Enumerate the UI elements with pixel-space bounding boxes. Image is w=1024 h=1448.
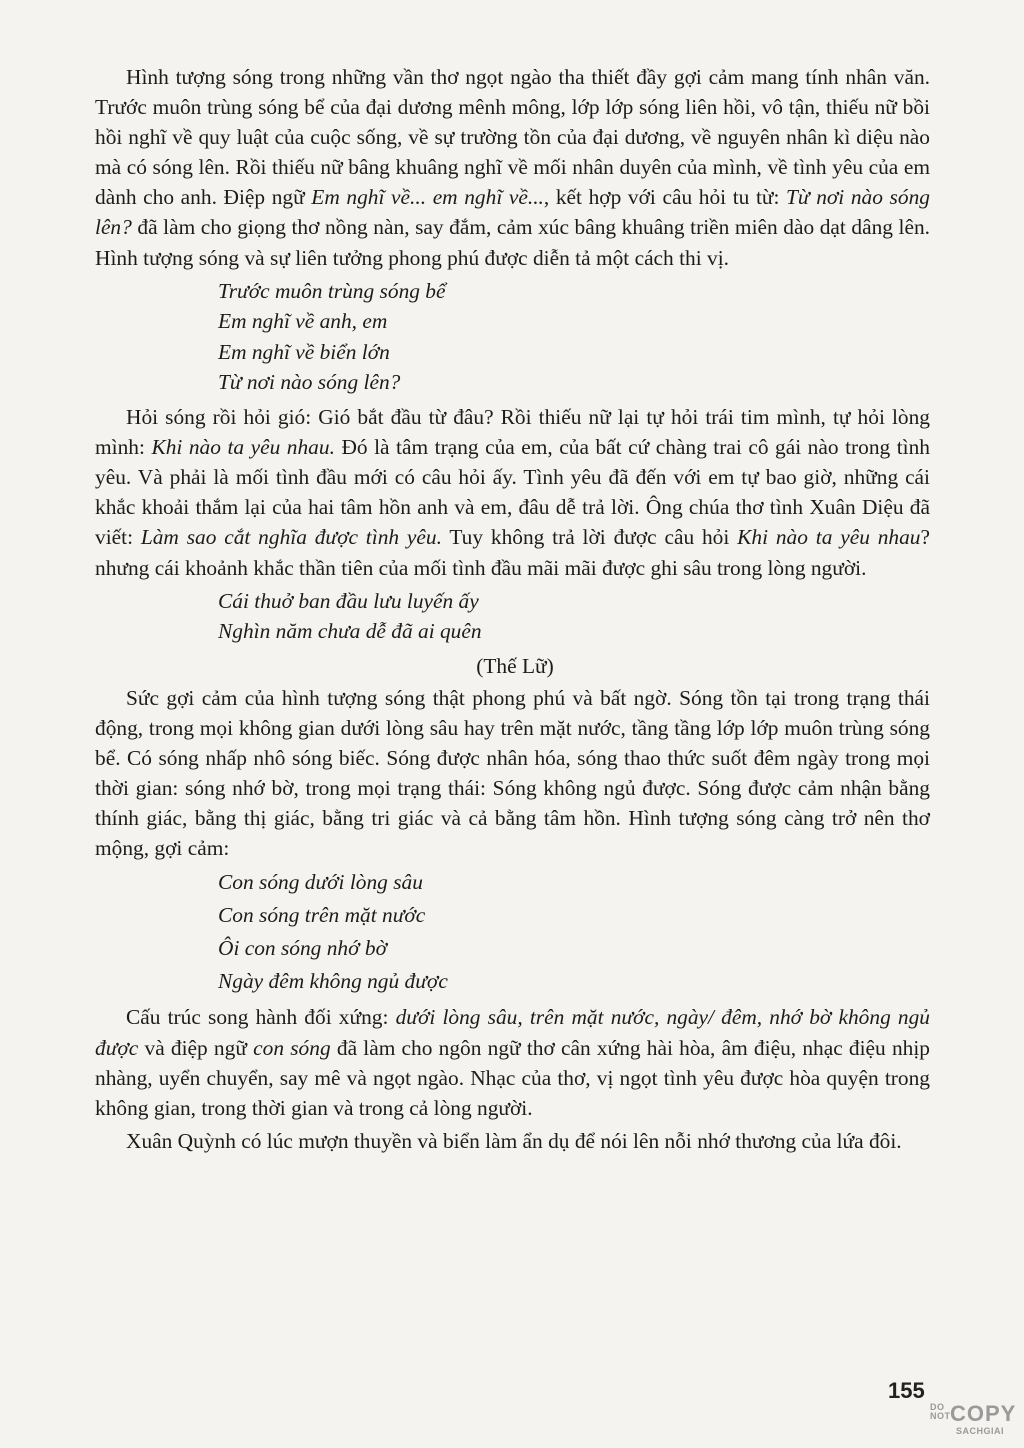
italic-text-run: dưới lòng sâu, trên mặt nước, ngày/ đêm, nhớ bờ không ngủ được	[95, 1005, 931, 1060]
poem-line: Con sóng trên mặt nước	[218, 903, 426, 928]
text-run: Sức gợi cảm của hình tượng sóng thật phong phú và bất ngờ. Sóng tồn tại trong trạng thái động, trong mọi không gian dưới lòng sâu hay trên mặt nước, tầng tầng lớp lớp muôn trùng sóng bể. Có sóng nhấp nhô sóng biếc. Sóng được nhân hóa, sóng thao thức suốt đêm ngày trong mọi thời gian: sóng nhớ bờ, trong mọi trạng thái: Sóng không ngủ được. Sóng được cảm nhận bằng thính giác, bằng thị giác, bằng tri giác và cả bằng tâm hồn. Hình tượng sóng càng trở nên thơ mộng, gợi cảm:	[95, 685, 930, 861]
poem-line: Từ nơi nào sóng lên?	[218, 370, 401, 395]
text-run: Hình tượng sóng trong những vần thơ ngọt ngào tha thiết đầy gợi cảm mang tính nhân văn. Trước muôn trùng sóng bể của đại dương mênh mông, lớp lớp sóng liên hồi, vô tận, thiếu nữ bồi hồi nghĩ về quy luật của cuộc sống, về sự trường tồn của đại dương, về nguyên nhân kì diệu nào mà có sóng lên. Rồi thiếu nữ bâng khuâng nghĩ về mối nhân duyên của mình, về tình yêu của em dành cho anh. Điệp ngữ	[95, 65, 930, 210]
paragraph-4	[95, 1002, 930, 1122]
italic-text-run: Khi nào ta yêu nhau.	[151, 435, 335, 460]
poem-credit: (Thế Lữ)	[476, 653, 554, 678]
watermark-do-not	[930, 1403, 951, 1421]
italic-text-run: Khi nào ta yêu nhau	[737, 525, 921, 550]
italic-text-run: Làm sao cắt nghĩa được tình yêu.	[140, 525, 442, 550]
poem-line: Em nghĩ về biển lớn	[218, 339, 390, 364]
poem-3	[218, 866, 930, 998]
text-run: đã làm cho giọng thơ nồng nàn, say đắm, cảm xúc bâng khuâng triền miên dào dạt dâng lên. Hình tượng sóng và sự liên tưởng phong phú được diễn tả một cách thi vị.	[95, 215, 930, 270]
text-run: và điệp ngữ	[138, 1035, 254, 1060]
watermark-line1: DO	[930, 1402, 945, 1412]
poem-2	[218, 586, 930, 647]
text-run: đã làm cho ngôn ngữ thơ cân xứng hài hòa, âm điệu, nhạc điệu nhịp nhàng, uyển chuyển, say mê và ngọt ngào. Nhạc của thơ, vị ngọt tình yêu được hòa quyện trong không gian, trong thời gian và trong cả lòng người.	[95, 1035, 930, 1120]
paragraph-2	[95, 402, 930, 583]
main-text	[95, 62, 930, 1159]
watermark-line2: NOT	[930, 1411, 951, 1421]
poem-line: Trước muôn trùng sóng bể	[218, 278, 446, 303]
poem-line: Ngày đêm không ngủ được	[218, 969, 448, 994]
text-run: Tuy không trả lời được câu hỏi	[441, 525, 738, 550]
italic-text-run: Từ nơi nào sóng lên?	[95, 185, 930, 240]
poem-line: Em nghĩ về anh, em	[218, 309, 388, 334]
page-number: 155	[888, 1378, 925, 1403]
text-run: ? nhưng cái khoảnh khắc thần tiên của mối tình đầu mãi mãi được ghi sâu trong lòng người.	[95, 525, 930, 580]
text-run: Đó là tâm trạng của em, của bất cứ chàng trai cô gái nào trong tình yêu. Và phải là mối tình đầu mới có câu hỏi ấy. Tình yêu đã đến với em tự bao giờ, những cái khắc khoải thắm lại của hai tâm hồn anh và em, đâu dễ trả lời. Ông chúa thơ tình Xuân Diệu đã viết:	[95, 435, 931, 550]
poem-line: Nghìn năm chưa dễ đã ai quên	[218, 619, 482, 644]
text-run: , kết hợp với câu hỏi tu từ:	[543, 185, 787, 210]
poem-line: Cái thuở ban đầu lưu luyến ấy	[218, 588, 479, 613]
paragraph-1	[95, 62, 930, 273]
paragraph-3	[95, 683, 930, 864]
watermark-brand: SACHGIAI	[956, 1426, 1005, 1436]
italic-text-run: con sóng	[253, 1035, 331, 1060]
poem-line: Ôi con sóng nhớ bờ	[218, 936, 387, 961]
text-run: Hỏi sóng rồi hỏi gió: Gió bắt đầu từ đâu? Rồi thiếu nữ lại tự hỏi trái tim mình, tự hỏi lòng mình:	[95, 405, 930, 460]
watermark-copy: COPY	[950, 1401, 1017, 1426]
watermark-logo	[930, 1403, 1020, 1443]
poem-1	[218, 276, 930, 398]
italic-text-run: Em nghĩ về... em nghĩ về...	[311, 185, 544, 210]
paragraph-5	[95, 1126, 930, 1156]
poem-line: Con sóng dưới lòng sâu	[218, 870, 423, 895]
text-run: Xuân Quỳnh có lúc mượn thuyền và biển làm ẩn dụ để nói lên nỗi nhớ thương của lứa đôi.	[126, 1128, 902, 1153]
text-run: Cấu trúc song hành đối xứng:	[126, 1005, 396, 1030]
